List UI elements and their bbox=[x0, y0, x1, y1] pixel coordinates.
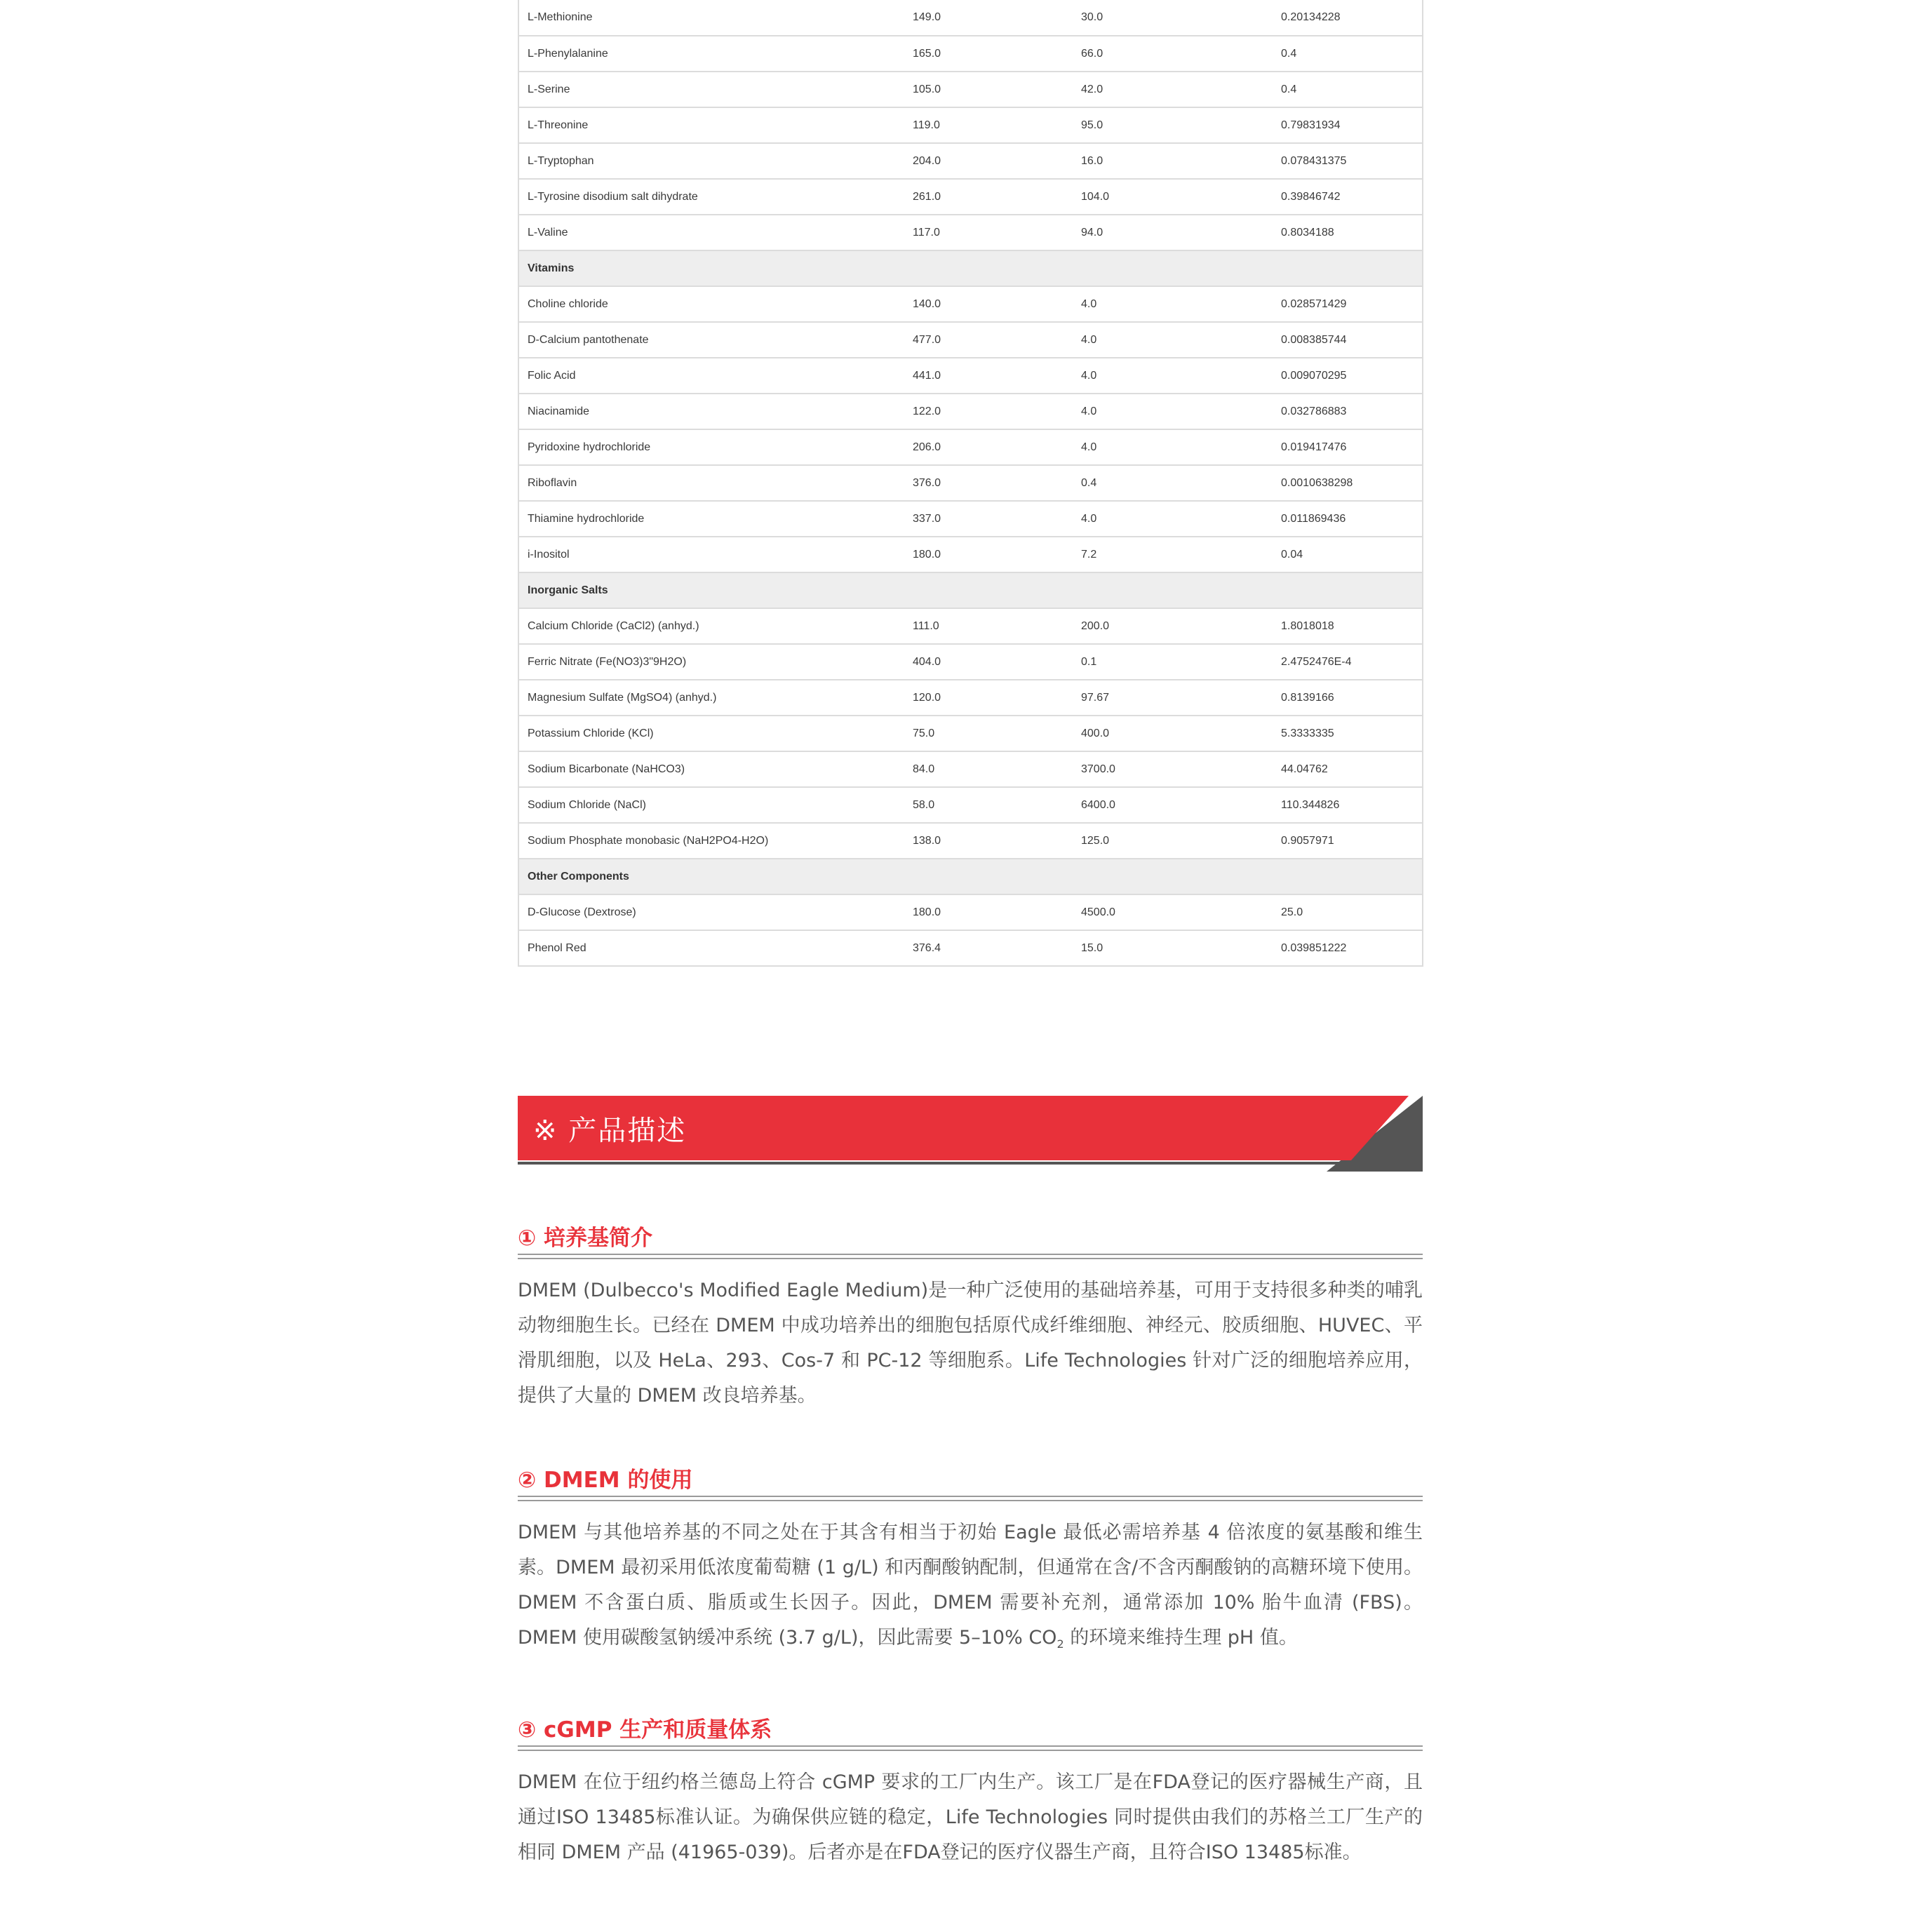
concentration-mm: 0.4 bbox=[1273, 36, 1423, 72]
table-row bbox=[518, 501, 1423, 537]
concentration-mm: 0.0010638298 bbox=[1273, 465, 1423, 501]
table-row bbox=[518, 894, 1423, 930]
section-intro bbox=[518, 1217, 1423, 1414]
table-row bbox=[518, 394, 1423, 429]
concentration-mm: 0.20134228 bbox=[1273, 0, 1423, 36]
table-row bbox=[518, 429, 1423, 465]
molecular-weight: 204.0 bbox=[904, 143, 1073, 179]
concentration-mm: 0.039851222 bbox=[1273, 930, 1423, 966]
category-label: Other Components bbox=[518, 859, 1423, 894]
molecular-weight: 138.0 bbox=[904, 823, 1073, 859]
molecular-weight: 119.0 bbox=[904, 107, 1073, 143]
molecular-weight: 477.0 bbox=[904, 322, 1073, 358]
category-row bbox=[518, 572, 1423, 608]
concentration-mg-l: 125.0 bbox=[1073, 823, 1273, 859]
formulation-table bbox=[518, 0, 1423, 967]
concentration-mm: 0.008385744 bbox=[1273, 322, 1423, 358]
section-heading bbox=[518, 1217, 1423, 1255]
section-heading bbox=[518, 1709, 1423, 1747]
molecular-weight: 140.0 bbox=[904, 286, 1073, 322]
concentration-mm: 5.3333335 bbox=[1273, 716, 1423, 751]
concentration-mm: 0.9057971 bbox=[1273, 823, 1423, 859]
co2-subscript: 2 bbox=[1056, 1637, 1064, 1651]
component-name: L-Phenylalanine bbox=[518, 36, 904, 72]
molecular-weight: 206.0 bbox=[904, 429, 1073, 465]
component-name: Phenol Red bbox=[518, 930, 904, 966]
concentration-mg-l: 0.4 bbox=[1073, 465, 1273, 501]
molecular-weight: 261.0 bbox=[904, 179, 1073, 215]
section-cgmp bbox=[518, 1709, 1423, 1870]
concentration-mg-l: 4.0 bbox=[1073, 358, 1273, 394]
table-row bbox=[518, 465, 1423, 501]
table-row bbox=[518, 787, 1423, 823]
section-title: ① 培养基简介 bbox=[518, 1226, 653, 1251]
section-dmem-usage bbox=[518, 1459, 1423, 1656]
paragraph-text-end: 的环境来维持生理 pH 值。 bbox=[1064, 1627, 1298, 1649]
table-row bbox=[518, 644, 1423, 680]
component-name: Riboflavin bbox=[518, 465, 904, 501]
concentration-mg-l: 30.0 bbox=[1073, 0, 1273, 36]
table-row bbox=[518, 680, 1423, 716]
component-name: Magnesium Sulfate (MgSO4) (anhyd.) bbox=[518, 680, 904, 716]
concentration-mg-l: 66.0 bbox=[1073, 36, 1273, 72]
component-name: Choline chloride bbox=[518, 286, 904, 322]
concentration-mm: 0.39846742 bbox=[1273, 179, 1423, 215]
concentration-mm: 0.4 bbox=[1273, 72, 1423, 107]
component-name: D-Glucose (Dextrose) bbox=[518, 894, 904, 930]
component-name: Potassium Chloride (KCl) bbox=[518, 716, 904, 751]
table-row bbox=[518, 0, 1423, 36]
component-name: Thiamine hydrochloride bbox=[518, 501, 904, 537]
molecular-weight: 149.0 bbox=[904, 0, 1073, 36]
concentration-mg-l: 42.0 bbox=[1073, 72, 1273, 107]
category-label: Inorganic Salts bbox=[518, 572, 1423, 608]
concentration-mg-l: 4.0 bbox=[1073, 322, 1273, 358]
section-paragraph: DMEM 在位于纽约格兰德岛上符合 cGMP 要求的工厂内生产。该工厂是在FDA登记的医疗器械生产商，且通过ISO 13485标准认证。为确保供应链的稳定，Life Technologies 同时提供由我们的苏格兰工厂生产的相同 DMEM 产品 (41965-039)。后者亦是在FDA登记的医疗仪器生产商，且符合ISO 13485标准。 bbox=[518, 1771, 1423, 1863]
component-name: L-Valine bbox=[518, 215, 904, 250]
component-name: L-Methionine bbox=[518, 0, 904, 36]
category-row bbox=[518, 859, 1423, 894]
component-name: Sodium Phosphate monobasic (NaH2PO4-H2O) bbox=[518, 823, 904, 859]
concentration-mg-l: 4500.0 bbox=[1073, 894, 1273, 930]
concentration-mg-l: 4.0 bbox=[1073, 286, 1273, 322]
concentration-mm: 0.028571429 bbox=[1273, 286, 1423, 322]
concentration-mm: 0.019417476 bbox=[1273, 429, 1423, 465]
concentration-mm: 0.8139166 bbox=[1273, 680, 1423, 716]
molecular-weight: 376.4 bbox=[904, 930, 1073, 966]
banner-title: ※ 产品描述 bbox=[533, 1115, 687, 1147]
table-row bbox=[518, 358, 1423, 394]
concentration-mg-l: 200.0 bbox=[1073, 608, 1273, 644]
component-name: L-Tryptophan bbox=[518, 143, 904, 179]
component-name: Folic Acid bbox=[518, 358, 904, 394]
table-row bbox=[518, 322, 1423, 358]
molecular-weight: 58.0 bbox=[904, 787, 1073, 823]
concentration-mm: 44.04762 bbox=[1273, 751, 1423, 787]
concentration-mm: 0.04 bbox=[1273, 537, 1423, 572]
concentration-mm: 25.0 bbox=[1273, 894, 1423, 930]
concentration-mg-l: 15.0 bbox=[1073, 930, 1273, 966]
molecular-weight: 120.0 bbox=[904, 680, 1073, 716]
concentration-mg-l: 4.0 bbox=[1073, 394, 1273, 429]
concentration-mg-l: 400.0 bbox=[1073, 716, 1273, 751]
concentration-mm: 0.79831934 bbox=[1273, 107, 1423, 143]
table-row bbox=[518, 608, 1423, 644]
section-paragraph: DMEM (Dulbecco's Modified Eagle Medium)是一种广泛使用的基础培养基，可用于支持很多种类的哺乳动物细胞生长。已经在 DMEM 中成功培养出的细胞包括原代成纤维细胞、神经元、胶质细胞、HUVEC、平滑肌细胞，以及 HeLa、293、Cos-7 和 PC-12 等细胞系。Life Technologies 针对广泛的细胞培养应用，提供了大量的 DMEM 改良培养基。 bbox=[518, 1280, 1423, 1407]
concentration-mm: 0.078431375 bbox=[1273, 143, 1423, 179]
table-row bbox=[518, 537, 1423, 572]
concentration-mg-l: 95.0 bbox=[1073, 107, 1273, 143]
molecular-weight: 180.0 bbox=[904, 537, 1073, 572]
table-row bbox=[518, 215, 1423, 250]
component-name: Calcium Chloride (CaCl2) (anhyd.) bbox=[518, 608, 904, 644]
table-row bbox=[518, 751, 1423, 787]
table-row bbox=[518, 930, 1423, 966]
molecular-weight: 117.0 bbox=[904, 215, 1073, 250]
concentration-mm: 1.8018018 bbox=[1273, 608, 1423, 644]
concentration-mm: 0.8034188 bbox=[1273, 215, 1423, 250]
molecular-weight: 376.0 bbox=[904, 465, 1073, 501]
table-row bbox=[518, 823, 1423, 859]
component-name: L-Threonine bbox=[518, 107, 904, 143]
concentration-mg-l: 3700.0 bbox=[1073, 751, 1273, 787]
concentration-mg-l: 7.2 bbox=[1073, 537, 1273, 572]
molecular-weight: 404.0 bbox=[904, 644, 1073, 680]
table-row bbox=[518, 143, 1423, 179]
component-name: Sodium Bicarbonate (NaHCO3) bbox=[518, 751, 904, 787]
concentration-mm: 2.4752476E-4 bbox=[1273, 644, 1423, 680]
molecular-weight: 165.0 bbox=[904, 36, 1073, 72]
concentration-mg-l: 104.0 bbox=[1073, 179, 1273, 215]
banner-underline bbox=[518, 1162, 1353, 1165]
concentration-mg-l: 16.0 bbox=[1073, 143, 1273, 179]
concentration-mm: 0.011869436 bbox=[1273, 501, 1423, 537]
table-row bbox=[518, 286, 1423, 322]
component-name: L-Tyrosine disodium salt dihydrate bbox=[518, 179, 904, 215]
category-label: Vitamins bbox=[518, 250, 1423, 286]
table-row bbox=[518, 107, 1423, 143]
component-name: Ferric Nitrate (Fe(NO3)3"9H2O) bbox=[518, 644, 904, 680]
section-title: ② DMEM 的使用 bbox=[518, 1468, 693, 1493]
molecular-weight: 180.0 bbox=[904, 894, 1073, 930]
table-row bbox=[518, 179, 1423, 215]
section-heading bbox=[518, 1459, 1423, 1497]
component-name: i-Inositol bbox=[518, 537, 904, 572]
concentration-mg-l: 94.0 bbox=[1073, 215, 1273, 250]
concentration-mg-l: 0.1 bbox=[1073, 644, 1273, 680]
molecular-weight: 105.0 bbox=[904, 72, 1073, 107]
concentration-mm: 110.344826 bbox=[1273, 787, 1423, 823]
table-row bbox=[518, 716, 1423, 751]
component-name: L-Serine bbox=[518, 72, 904, 107]
concentration-mg-l: 4.0 bbox=[1073, 429, 1273, 465]
molecular-weight: 441.0 bbox=[904, 358, 1073, 394]
concentration-mg-l: 4.0 bbox=[1073, 501, 1273, 537]
molecular-weight: 122.0 bbox=[904, 394, 1073, 429]
component-name: D-Calcium pantothenate bbox=[518, 322, 904, 358]
product-description-banner bbox=[518, 1096, 1423, 1172]
component-name: Niacinamide bbox=[518, 394, 904, 429]
page-content bbox=[518, 0, 1423, 1863]
paragraph-text: DMEM 与其他培养基的不同之处在于其含有相当于初始 Eagle 最低必需培养基 4 倍浓度的氨基酸和维生素。DMEM 最初采用低浓度葡萄糖 (1 g/L) 和丙酮酸钠配制，但通常在含/不含丙酮酸钠的高糖环境下使用。DMEM 不含蛋白质、脂质或生长因子。因此，DMEM 需要补充剂，通常添加 10% 胎牛血清 (FBS)。DMEM 使用碳酸氢钠缓冲系统 (3.7 g/L)，因此需要 5–10% CO bbox=[518, 1522, 1423, 1649]
section-paragraph bbox=[518, 1515, 1423, 1656]
section-title: ③ cGMP 生产和质量体系 bbox=[518, 1717, 772, 1743]
molecular-weight: 75.0 bbox=[904, 716, 1073, 751]
concentration-mg-l: 6400.0 bbox=[1073, 787, 1273, 823]
concentration-mm: 0.032786883 bbox=[1273, 394, 1423, 429]
molecular-weight: 337.0 bbox=[904, 501, 1073, 537]
molecular-weight: 111.0 bbox=[904, 608, 1073, 644]
concentration-mm: 0.009070295 bbox=[1273, 358, 1423, 394]
table-row bbox=[518, 36, 1423, 72]
component-name: Pyridoxine hydrochloride bbox=[518, 429, 904, 465]
concentration-mg-l: 97.67 bbox=[1073, 680, 1273, 716]
formulation-table-body bbox=[518, 0, 1423, 966]
component-name: Sodium Chloride (NaCl) bbox=[518, 787, 904, 823]
table-row bbox=[518, 72, 1423, 107]
molecular-weight: 84.0 bbox=[904, 751, 1073, 787]
category-row bbox=[518, 250, 1423, 286]
